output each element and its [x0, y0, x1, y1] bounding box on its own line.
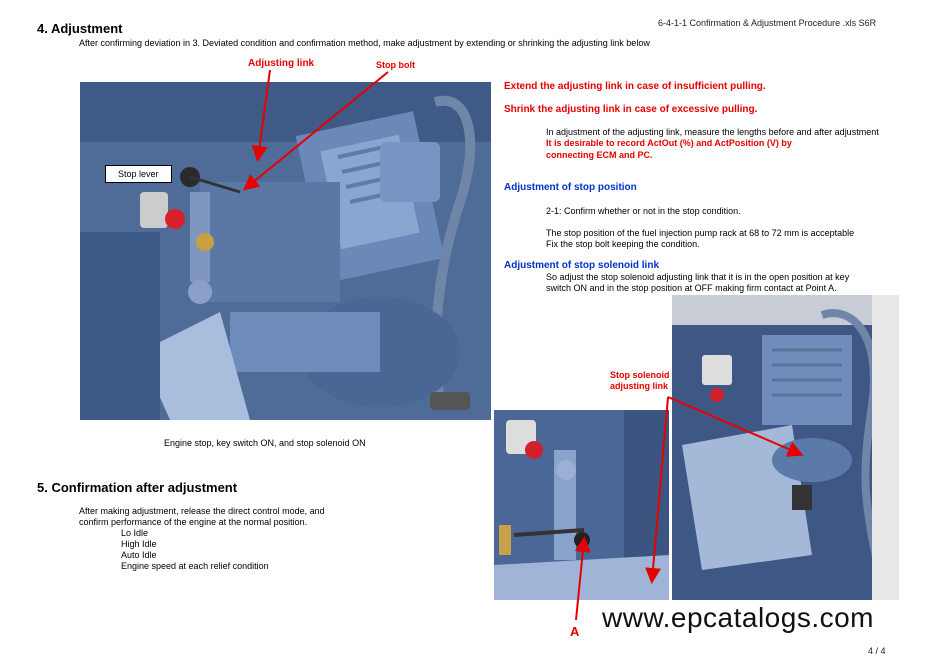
- watermark: www.epcatalogs.com: [602, 602, 875, 633]
- section5-title: 5. Confirmation after adjustment: [37, 480, 238, 495]
- record-note-line1: It is desirable to record ActOut (%) and ActPosition (V) by: [546, 138, 792, 148]
- stop-solenoid-title: Adjustment of stop solenoid link: [504, 260, 659, 271]
- check-item: Auto Idle: [121, 550, 157, 560]
- stop-bolt-label: Stop bolt: [376, 60, 415, 70]
- check-item: Engine speed at each relief condition: [121, 561, 269, 571]
- solenoid-note-line1: So adjust the stop solenoid adjusting link that it is in the open position at key: [546, 272, 850, 282]
- section5-line2: confirm performance of the engine at the normal position.: [79, 517, 308, 527]
- section4-title: 4. Adjustment: [37, 21, 123, 36]
- engine-photo-solenoid: [672, 295, 899, 600]
- engine-photo-point-a: [494, 410, 669, 600]
- point-a-label: A: [570, 624, 580, 639]
- document-reference: 6-4-1-1 Confirmation & Adjustment Procedure .xls S6R: [658, 18, 877, 28]
- rack-position-note: The stop position of the fuel injection pump rack at 68 to 72 mm is acceptable: [546, 228, 855, 238]
- fix-bolt-note: Fix the stop bolt keeping the condition.: [546, 239, 700, 249]
- section5-line1: After making adjustment, release the direct control mode, and: [79, 506, 325, 516]
- stop-position-title: Adjustment of stop position: [504, 182, 637, 193]
- check-item: High Idle: [121, 539, 157, 549]
- page-number: 4 / 4: [868, 646, 886, 656]
- stop-lever-label: Stop lever: [105, 165, 172, 183]
- stop-solenoid-label-line1: Stop solenoid: [610, 370, 670, 380]
- photo-caption: Engine stop, key switch ON, and stop solenoid ON: [164, 438, 366, 448]
- adjusting-link-label: Adjusting link: [248, 58, 315, 69]
- section4-intro: After confirming deviation in 3. Deviated condition and confirmation method, make adjustment by extending or shrinking the adjusting link below: [79, 38, 650, 48]
- record-note-line2: connecting ECM and PC.: [546, 150, 653, 160]
- engine-photo-main: [80, 82, 491, 420]
- confirm-stop-step: 2-1: Confirm whether or not in the stop condition.: [546, 206, 741, 216]
- stop-solenoid-label-line2: adjusting link: [610, 381, 669, 391]
- shrink-instruction: Shrink the adjusting link in case of excessive pulling.: [504, 104, 758, 115]
- measure-note: In adjustment of the adjusting link, measure the lengths before and after adjustment: [546, 127, 879, 137]
- extend-instruction: Extend the adjusting link in case of insufficient pulling.: [504, 81, 766, 92]
- check-item: Lo Idle: [121, 528, 149, 538]
- solenoid-note-line2: switch ON and in the stop position at OFF making firm contact at Point A.: [546, 283, 837, 293]
